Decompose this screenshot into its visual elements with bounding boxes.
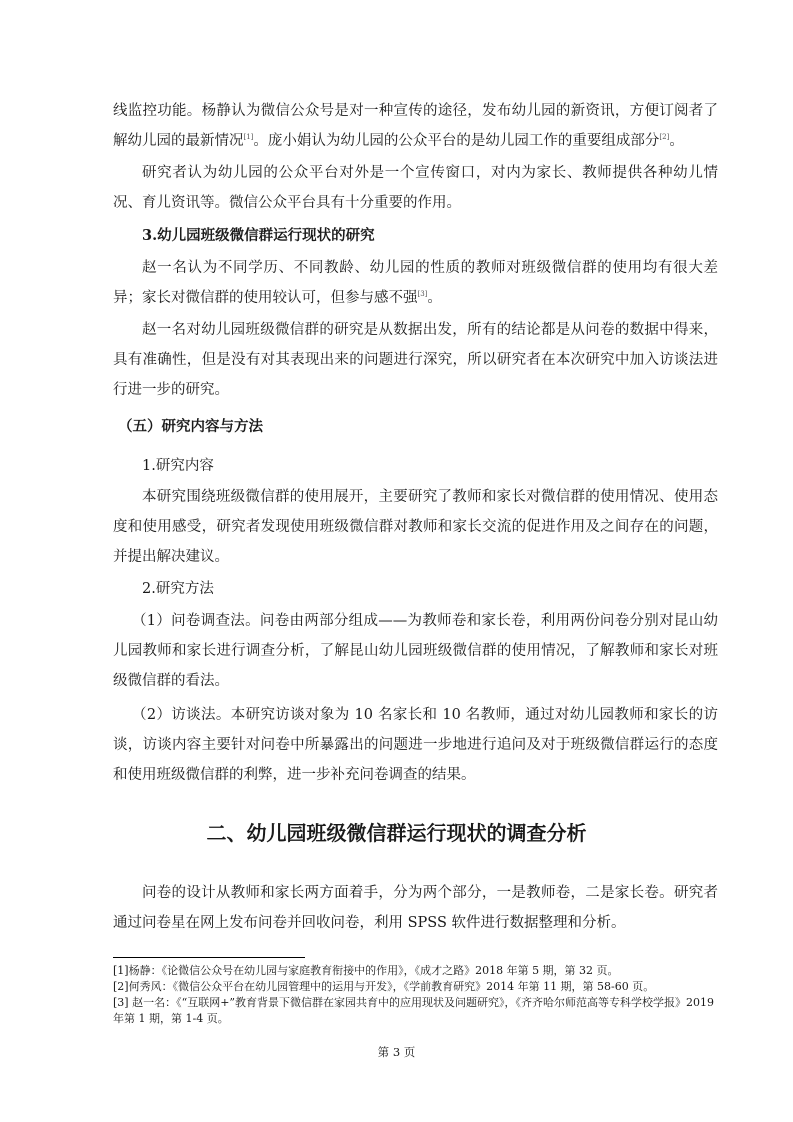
paragraph-text: 。: [427, 290, 442, 306]
paragraph-questionnaire-design: 问卷的设计从教师和家长两方面着手，分为两个部分，一是教师卷，二是家长卷。研究者通过问卷星在网上发布问卷并回收问卷，利用 SPSS 软件进行数据整理和分析。: [113, 885, 718, 931]
paragraph-text: 。庞小娟认为幼儿园的公众平台的是幼儿园工作的重要组成部分: [253, 133, 660, 149]
citation-ref-2[interactable]: [2]: [659, 133, 670, 141]
paragraph-wechat-public-account: [113, 96, 718, 156]
page-number: 第 3 页: [377, 1045, 416, 1059]
subsection-heading-research-methods: 2.研究方法: [142, 581, 214, 597]
paragraph-text: 线监控功能。杨静认为微信公众号是对一种宣传的途径，发布幼儿园的新资讯，方便订阅者了解幼儿园的最新情况: [113, 103, 718, 149]
subsection-heading-research-content: 1.研究内容: [142, 458, 214, 474]
paragraph-zhao-research: 赵一名对幼儿园班级微信群的研究是从数据出发，所有的结论都是从问卷的数据中得来，具有准确性，但是没有对其表现出来的问题进行深究，所以研究者在本次研究中加入访谈法进行进一步的研究。: [113, 322, 718, 398]
paragraph-research-content: 本研究围绕班级微信群的使用展开，主要研究了教师和家长对微信群的使用情况、使用态度和使用感受，研究者发现使用班级微信群对教师和家长交流的促进作用及之间存在的问题，并提出解决建议。: [113, 489, 718, 565]
section-heading-3: 3.幼儿园班级微信群运行现状的研究: [142, 227, 375, 244]
paragraph-researcher-view: 研究者认为幼儿园的公众平台对外是一个宣传窗口，对内为家长、教师提供各种幼儿情况、育儿资讯等。微信公众平台具有十分重要的作用。: [113, 165, 718, 211]
paragraph-text: 赵一名认为不同学历、不同教龄、幼儿园的性质的教师对班级微信群的使用均有很大差异；家长对微信群的使用较认可，但参与感不强: [113, 260, 718, 306]
section-heading-research-content-methods: （五）研究内容与方法: [118, 418, 263, 435]
paragraph-zhao-view: [113, 253, 718, 313]
paragraph-text: 。: [669, 133, 684, 149]
citation-ref-1[interactable]: [1]: [243, 133, 254, 141]
footnote-1: [1]杨静：《论微信公众号在幼儿园与家庭教育衔接中的作用》，《成才之路》2018 年第 5 期，第 32 页。: [113, 964, 619, 977]
paragraph-interview-method: （2）访谈法。本研究访谈对象为 10 名家长和 10 名教师，通过对幼儿园教师和家长的访谈，访谈内容主要针对问卷中所暴露出的问题进一步地进行追问及对于班级微信群运行的态度和使用班级微信群的利弊，进一步补充问卷调查的结果。: [113, 707, 718, 783]
chapter-title: 二、幼儿园班级微信群运行现状的调查分析: [206, 821, 587, 845]
paragraph-questionnaire-method: （1）问卷调查法。问卷由两部分组成——为教师卷和家长卷，利用两份问卷分别对昆山幼儿园教师和家长进行调查分析，了解昆山幼儿园班级微信群的使用情况，了解教师和家长对班级微信群的看法。: [113, 613, 718, 689]
citation-ref-3[interactable]: [3]: [417, 290, 428, 298]
footnote-2: [2]何秀风：《微信公众平台在幼儿园管理中的运用与开发》，《学前教育研究》2014 年第 11 期，第 58-60 页。: [113, 980, 655, 993]
footnote-separator: [113, 957, 305, 958]
footnote-3: [3] 赵一名：《“互联网+”教育背景下微信群在家园共育中的应用现状及问题研究》，《齐齐哈尔师范高等专科学校学报》2019 年第 1 期，第 1-4 页。: [113, 996, 715, 1025]
